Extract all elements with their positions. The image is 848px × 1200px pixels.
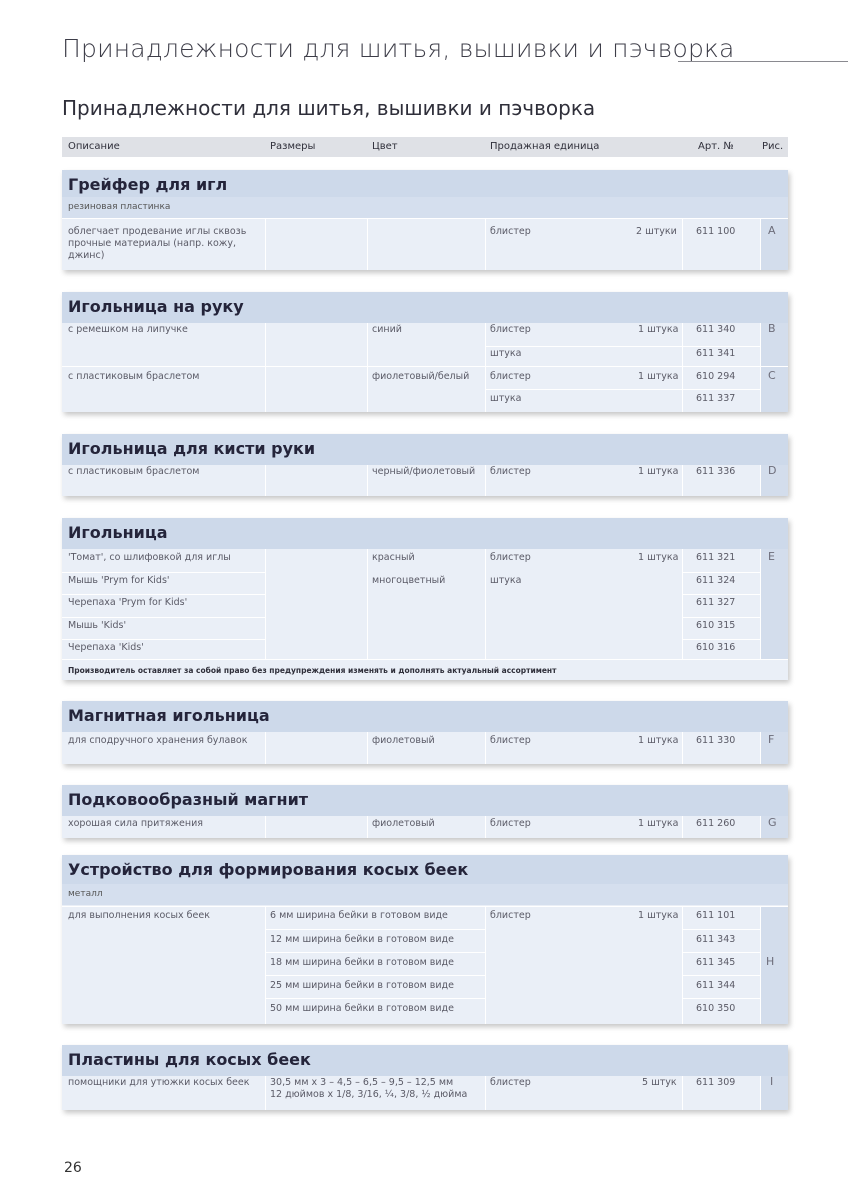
group-title: Игольница <box>68 523 168 542</box>
column-header-row <box>62 137 788 157</box>
group-needle-grabber: Грейфер для игл резиновая пластинка облегчает продевание иглы сквозь прочные материалы (напр. кожу, джинс) блистер 2 штуки 611 100 A <box>62 170 788 270</box>
group-bias-tape-plates: Пластины для косых беек помощники для утюжки косых беек 30,5 мм x 3 – 4,5 – 6,5 – 9,5 – 12,5 мм 12 дюймов x 1/8, 3/16, ¼, 3/8, ½ дюйма блистер 5 штук 611 309 I <box>62 1045 788 1110</box>
group-title: Грейфер для игл <box>68 175 228 194</box>
group-title: Пластины для косых беек <box>68 1050 311 1069</box>
page-title: Принадлежности для шитья, вышивки и пэчворка <box>62 34 735 63</box>
group-title: Устройство для формирования косых беек <box>68 860 469 879</box>
group-title: Подковообразный магнит <box>68 790 309 809</box>
col-art: Арт. № <box>698 141 734 152</box>
col-fig: Рис. <box>762 141 784 152</box>
section-title: Принадлежности для шитья, вышивки и пэчворка <box>62 96 596 120</box>
group-wrist-pincushion: Игольница на руку с ремешком на липучке синий блистер 1 штука 611 340 B штука 611 341 с пластиковым браслетом фиолетовый/белый блистер 1 штука 610 294 C штука 611 337 <box>62 292 788 412</box>
page-number: 26 <box>64 1160 82 1176</box>
col-description: Описание <box>68 141 120 152</box>
disclaimer-note: Производитель оставляет за собой право без предупреждения изменять и дополнять актуальный ассортимент <box>68 666 557 675</box>
group-pincushion: Игольница 'Томат', со шлифовкой для иглы красный блистер 1 штука 611 321 E Мышь 'Prym for Kids' многоцветный штука 611 324 Черепаха 'Prym for Kids' 611 327 Мышь 'Kids' 610 315 Черепаха 'Kids' 610 316 Производитель оставляет за собой право без предупреждения изменять и дополнять актуальный ассортимент <box>62 518 788 680</box>
col-color: Цвет <box>372 141 398 152</box>
group-title: Магнитная игольница <box>68 706 270 725</box>
col-sales-unit: Продажная единица <box>490 141 600 152</box>
col-sizes: Размеры <box>270 141 316 152</box>
group-hand-pincushion: Игольница для кисти руки с пластиковым браслетом черный/фиолетовый блистер 1 штука 611 336 D <box>62 434 788 496</box>
group-title: Игольница на руку <box>68 297 244 316</box>
group-title: Игольница для кисти руки <box>68 439 316 458</box>
group-bias-tape-maker: Устройство для формирования косых беек металл для выполнения косых беек 6 мм ширина бейки в готовом виде блистер 1 штука 611 101 12 мм ширина бейки в готовом виде 611 343 18 мм ширина бейки в готовом виде 611 345 H 25 мм ширина бейки в готовом виде 611 344 50 мм ширина бейки в готовом виде 610 350 <box>62 855 788 1024</box>
group-horseshoe-magnet: Подковообразный магнит хорошая сила притяжения фиолетовый блистер 1 штука 611 260 G <box>62 785 788 838</box>
title-rule <box>678 61 848 62</box>
group-subtitle: резиновая пластинка <box>68 202 171 212</box>
group-subtitle: металл <box>68 889 103 899</box>
group-magnetic-pincushion: Магнитная игольница для сподручного хранения булавок фиолетовый блистер 1 штука 611 330 F <box>62 701 788 764</box>
